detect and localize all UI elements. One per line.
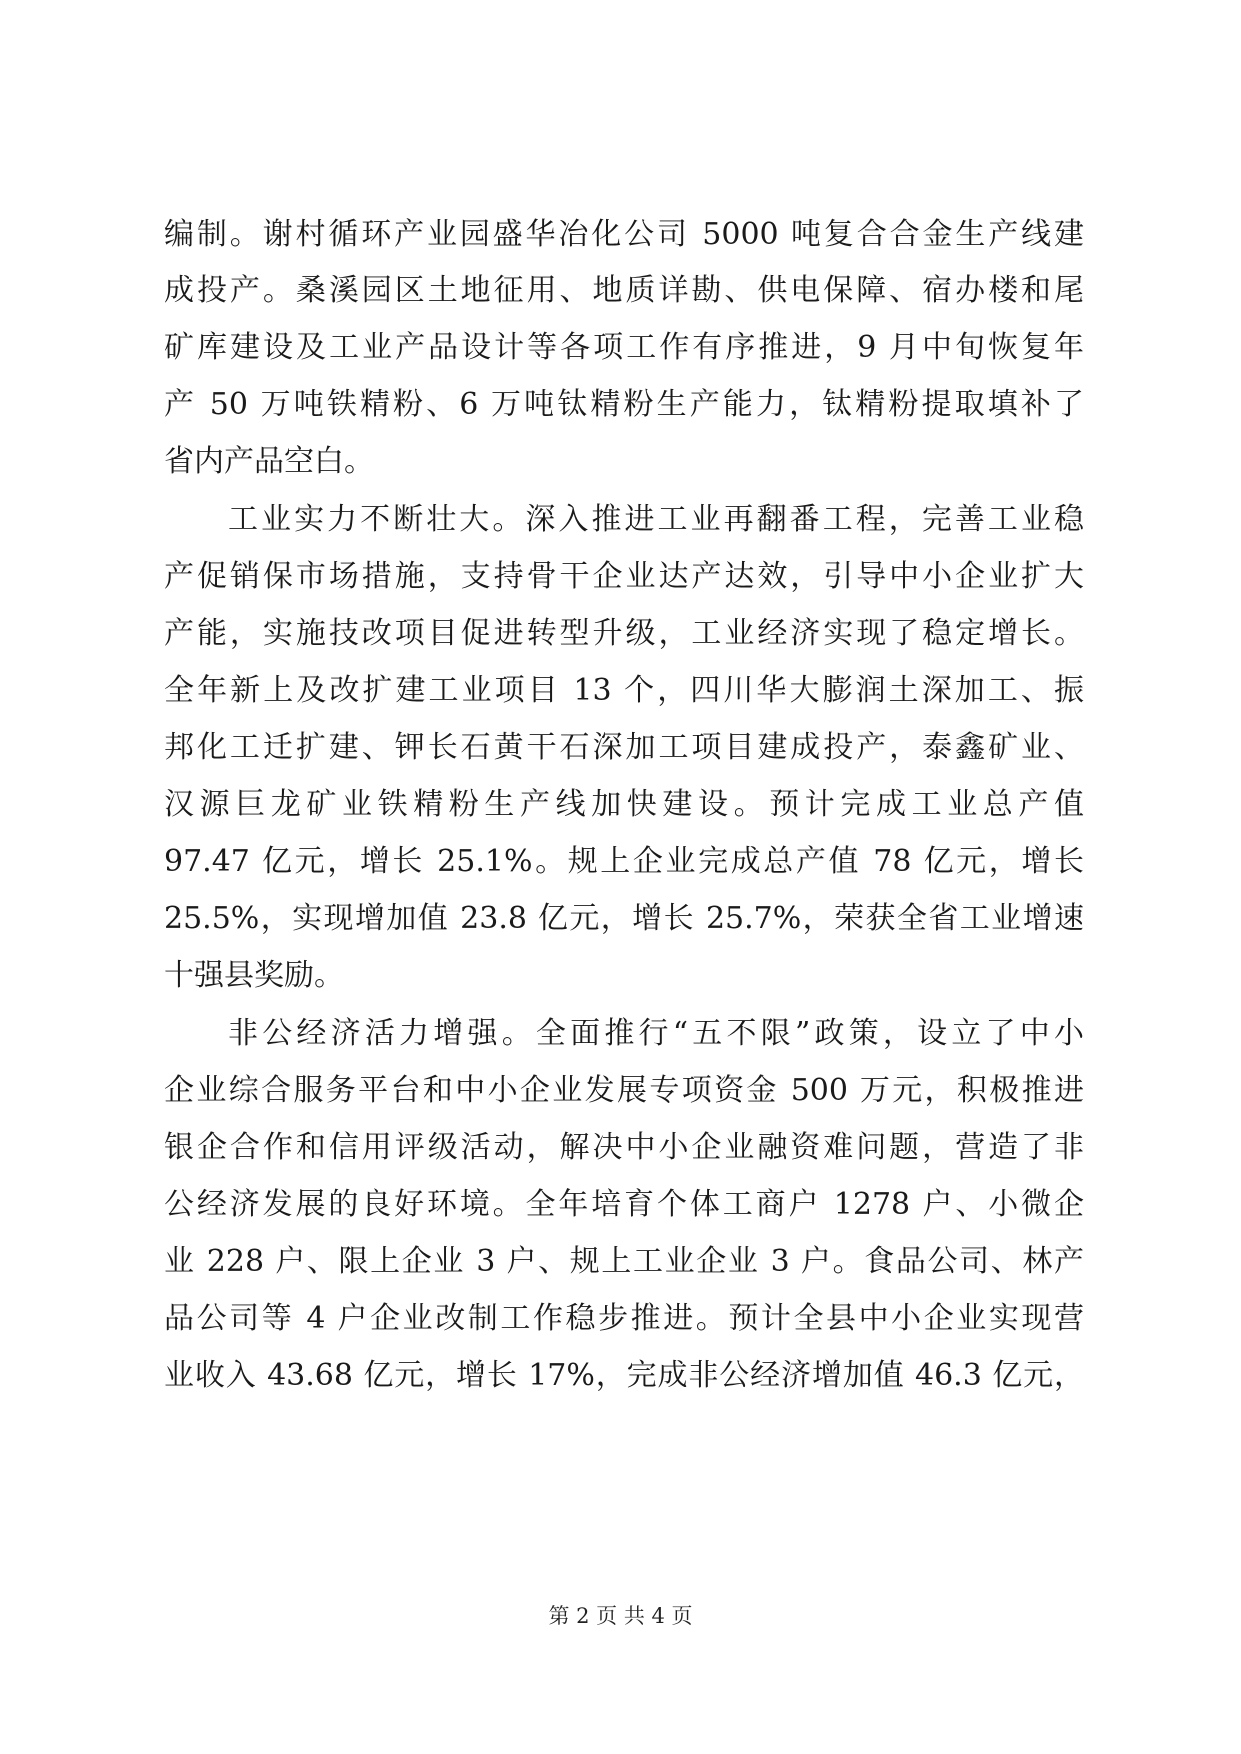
text-line: 公经济发展的良好环境。全年培育个体工商户 1278 户、小微企 <box>164 1187 1084 1222</box>
text-line: 业收入 43.68 亿元，增长 17%，完成非公经济增加值 46.3 亿元， <box>164 1358 1084 1393</box>
text-line: 银企合作和信用评级活动，解决中小企业融资难问题，营造了非 <box>164 1130 1084 1165</box>
paragraph-heading-line: 工业实力不断壮大。深入推进工业再翻番工程，完善工业稳 <box>228 502 1084 537</box>
page-footer: 第 2 页 共 4 页 <box>548 1604 693 1628</box>
paragraph-heading-line: 非公经济活力增强。全面推行“五不限”政策，设立了中小 <box>228 1016 1084 1051</box>
text-line: 成投产。桑溪园区土地征用、地质详勘、供电保障、宿办楼和尾 <box>164 273 1084 308</box>
text-line: 省内产品空白。 <box>164 444 374 479</box>
text-line: 全年新上及改扩建工业项目 13 个，四川华大膨润土深加工、振 <box>164 673 1084 708</box>
text-line: 企业综合服务平台和中小企业发展专项资金 500 万元，积极推进 <box>164 1073 1084 1108</box>
text-line: 矿库建设及工业产品设计等各项工作有序推进，9 月中旬恢复年 <box>164 330 1084 365</box>
text-line: 产 50 万吨铁精粉、6 万吨钛精粉生产能力，钛精粉提取填补了 <box>164 387 1084 422</box>
text-line: 十强县奖励。 <box>164 958 344 993</box>
text-line: 产能，实施技改项目促进转型升级，工业经济实现了稳定增长。 <box>164 616 1084 651</box>
text-line: 汉源巨龙矿业铁精粉生产线加快建设。预计完成工业总产值 <box>164 787 1084 822</box>
text-line: 品公司等 4 户企业改制工作稳步推进。预计全县中小企业实现营 <box>164 1301 1084 1336</box>
text-line: 25.5%，实现增加值 23.8 亿元，增长 25.7%，荣获全省工业增速 <box>164 901 1084 936</box>
text-line: 97.47 亿元，增长 25.1%。规上企业完成总产值 78 亿元，增长 <box>164 844 1084 879</box>
text-line: 业 228 户、限上企业 3 户、规上工业企业 3 户。食品公司、林产 <box>164 1244 1084 1279</box>
text-line: 产促销保市场措施，支持骨干企业达产达效，引导中小企业扩大 <box>164 559 1084 594</box>
text-line: 编制。谢村循环产业园盛华冶化公司 5000 吨复合合金生产线建 <box>164 217 1084 252</box>
text-line: 邦化工迁扩建、钾长石黄干石深加工项目建成投产，泰鑫矿业、 <box>164 730 1084 765</box>
